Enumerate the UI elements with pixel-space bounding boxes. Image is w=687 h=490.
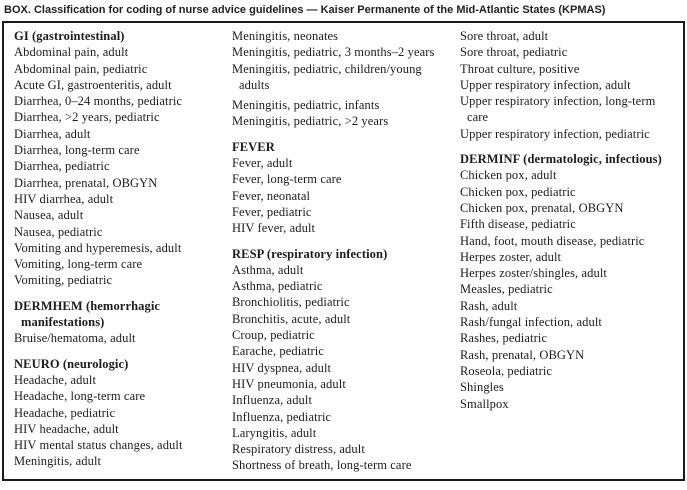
guideline-item: Measles, pediatric [460, 282, 553, 297]
guideline-item: Bronchitis, acute, adult [232, 311, 351, 326]
guideline-item: HIV mental status changes, adult [14, 438, 183, 453]
guideline-item: Rash, prenatal, OBGYN [460, 347, 585, 362]
guideline-item: Rashes, pediatric [460, 331, 548, 346]
guideline-item: Headache, long-term care [14, 389, 146, 404]
guideline-item: Diarrhea, long-term care [14, 143, 140, 158]
guideline-item: Vomiting, long-term care [14, 257, 143, 272]
guideline-item: HIV dyspnea, adult [232, 360, 332, 375]
guideline-item: Herpes zoster/shingles, adult [460, 266, 607, 281]
guideline-item: Respiratory distress, adult [232, 442, 365, 457]
guideline-item: Hand, foot, mouth disease, pediatric [460, 233, 645, 248]
guideline-item: Laryngitis, adult [232, 425, 317, 440]
guideline-item: Bronchiolitis, pediatric [232, 295, 350, 310]
guideline-item: HIV diarrhea, adult [14, 191, 114, 206]
guideline-item: Influenza, pediatric [232, 409, 332, 424]
guideline-item: Meningitis, pediatric, >2 years [232, 114, 389, 129]
guideline-item: Smallpox [460, 396, 509, 411]
guideline-item: HIV headache, adult [14, 421, 119, 436]
guideline-item: Fifth disease, pediatric [460, 217, 576, 232]
guideline-item: Diarrhea, 0–24 months, pediatric [14, 94, 183, 109]
guideline-item: Diarrhea, adult [14, 126, 91, 141]
guideline-item: Shortness of breath, long-term care [232, 458, 412, 473]
guideline-item: Diarrhea, >2 years, pediatric [14, 110, 160, 125]
guideline-section [460, 28, 675, 142]
guideline-item: Fever, long-term care [232, 172, 342, 187]
guideline-item: Throat culture, positive [460, 61, 580, 76]
guideline-item: Sore throat, adult [460, 29, 549, 43]
section-header: RESP (respiratory infection) [232, 246, 388, 261]
guideline-item: HIV pneumonia, adult [232, 376, 346, 391]
guideline-item: Rash, adult [460, 298, 518, 313]
guideline-item: Bruise/hematoma, adult [14, 331, 136, 346]
guideline-item: Nausea, adult [14, 208, 84, 223]
guideline-item: Fever, neonatal [232, 188, 311, 203]
guideline-item: Croup, pediatric [232, 328, 315, 343]
guideline-item: Meningitis, adult [14, 454, 102, 469]
guideline-section [460, 151, 675, 412]
column-3 [460, 28, 679, 412]
section-header: GI (gastrointestinal) [14, 29, 125, 43]
guideline-item: Chicken pox, prenatal, OBGYN [460, 200, 624, 215]
guideline-section [232, 97, 452, 130]
guideline-item: Influenza, adult [232, 393, 313, 408]
classification-box [2, 21, 685, 481]
guideline-item: Earache, pediatric [232, 344, 325, 359]
guideline-section [232, 28, 452, 93]
guideline-section [232, 139, 452, 237]
box-caption: BOX. Classification for coding of nurse advice guidelines — Kaiser Permanente of the Mid-Atlantic States (KPMAS) [4, 4, 606, 16]
guideline-item: Upper respiratory infection, long-term care [460, 94, 656, 125]
section-header: NEURO (neurologic) [14, 356, 129, 371]
guideline-item: Fever, pediatric [232, 204, 312, 219]
guideline-section [14, 356, 212, 470]
guideline-item: Rash/fungal infection, adult [460, 315, 603, 330]
guideline-item: Meningitis, pediatric, 3 months–2 years [232, 45, 435, 60]
guideline-item: Upper respiratory infection, pediatric [460, 126, 650, 141]
guideline-item: Chicken pox, pediatric [460, 184, 576, 199]
guideline-item: Meningitis, pediatric, infants [232, 98, 380, 113]
guideline-item: Roseola, pediatric [460, 363, 553, 378]
column-2 [232, 28, 460, 474]
section-header: FEVER [232, 139, 275, 154]
guideline-item: Diarrhea, pediatric [14, 159, 110, 174]
guideline-section [14, 298, 212, 347]
guideline-item: Diarrhea, prenatal, OBGYN [14, 175, 158, 190]
guideline-item: Upper respiratory infection, adult [460, 77, 631, 92]
guideline-item: Asthma, adult [232, 262, 304, 277]
guideline-item: Chicken pox, adult [460, 168, 557, 183]
guideline-section [232, 246, 452, 474]
guideline-item: Headache, pediatric [14, 405, 116, 420]
guideline-item: Fever, adult [232, 156, 293, 171]
guideline-item: Shingles [460, 380, 504, 395]
guideline-item: HIV fever, adult [232, 221, 316, 236]
guideline-item: Sore throat, pediatric [460, 45, 568, 60]
guideline-item: Asthma, pediatric [232, 279, 323, 294]
guideline-item: Abdominal pain, pediatric [14, 61, 148, 76]
guideline-item: Headache, adult [14, 372, 97, 387]
section-header: DERMINF (dermatologic, infectious) [460, 152, 662, 167]
guideline-item: Acute GI, gastroenteritis, adult [14, 77, 172, 92]
guideline-item: Meningitis, pediatric, children/young adults [232, 61, 422, 92]
guideline-item: Meningitis, neonates [232, 29, 339, 43]
guideline-item: Vomiting and hyperemesis, adult [14, 240, 182, 255]
column-1 [14, 28, 232, 470]
section-header: DERMHEM (hemorrhagic manifestations) [14, 298, 161, 330]
guideline-item: Vomiting, pediatric [14, 273, 113, 288]
guideline-item: Herpes zoster, adult [460, 249, 562, 264]
guideline-item: Abdominal pain, adult [14, 45, 129, 60]
guideline-item: Nausea, pediatric [14, 224, 103, 239]
guideline-section [14, 28, 212, 289]
